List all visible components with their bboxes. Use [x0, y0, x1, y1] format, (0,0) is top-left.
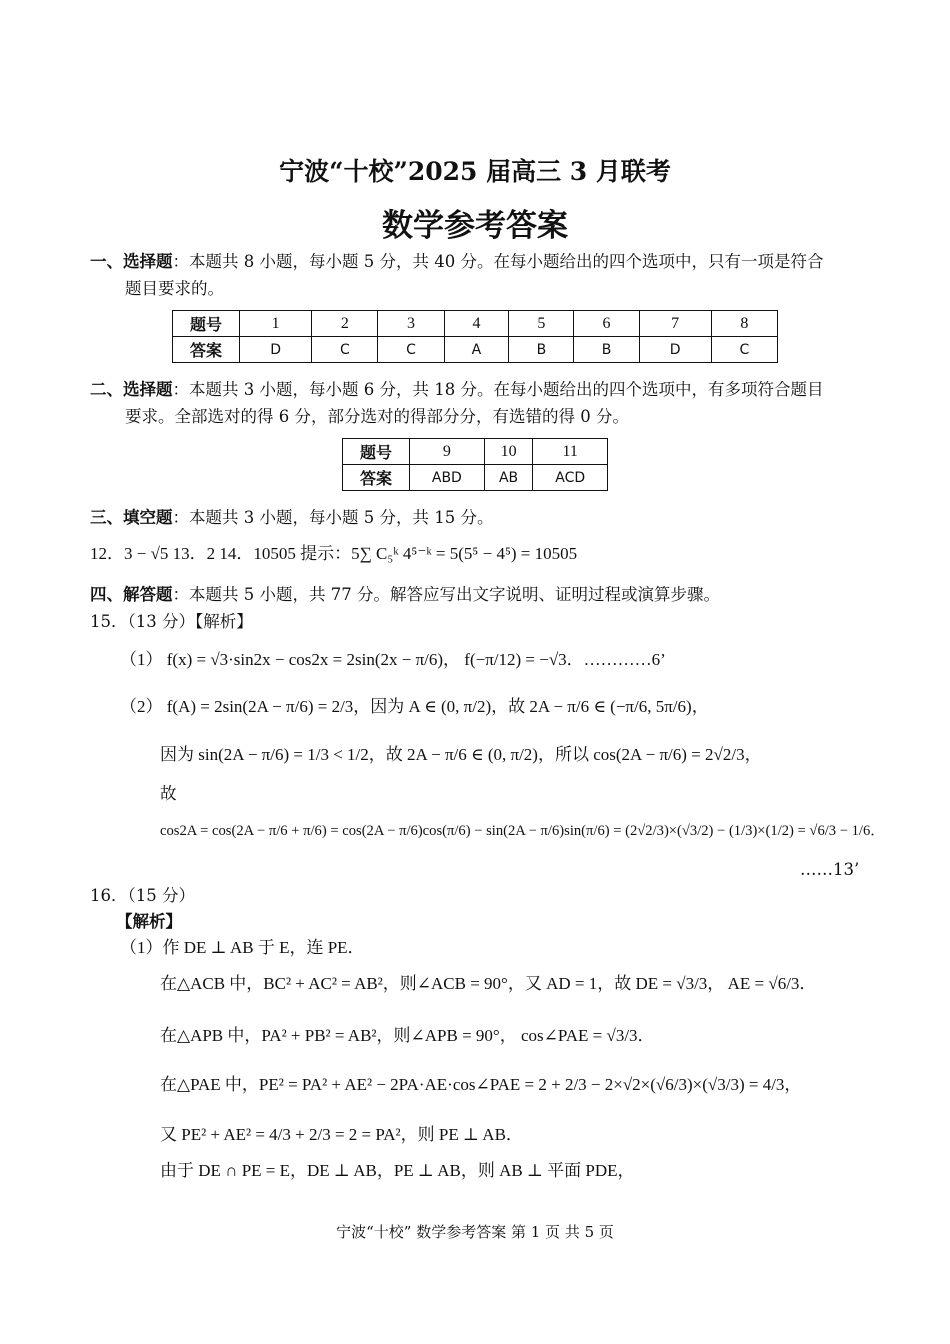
section2-text: ：本题共 3 小题，每小题 6 分，共 18 分。在每小题给出的四个选项中，有多项符合题目: [172, 380, 824, 399]
q16-line2: 在△ACB 中，BC² + AC² = AB²，则∠ACB = 90°，又 AD = 1，故 DE = √3/3， AE = √6/3．: [160, 974, 817, 993]
table-cell: ACD: [533, 465, 608, 491]
table-cell: C: [711, 337, 777, 363]
page-footer: 宁波“十校” 数学参考答案 第 1 页 共 5 页: [336, 1223, 614, 1241]
table-cell: 2: [312, 311, 378, 337]
q15-heading: 15．（13 分）【解析】: [90, 612, 253, 631]
section1-answer-table: [172, 310, 778, 363]
table-cell: A: [444, 337, 509, 363]
section1-text: ：本题共 8 小题，每小题 5 分，共 40 分。在每小题给出的四个选项中，只有一项是符合: [172, 252, 824, 271]
section1-line2: 题目要求的。: [125, 279, 224, 298]
table-cell: 3: [378, 311, 444, 337]
table-cell: 6: [574, 311, 639, 337]
section2-line2: 要求。全部选对的得 6 分，部分选对的得部分分，有选错的得 0 分。: [125, 407, 629, 426]
table-answer-label: 答案: [173, 337, 240, 363]
table-cell: 4: [444, 311, 509, 337]
section1-label: 一、选择题: [90, 252, 173, 271]
table-cell: D: [240, 337, 312, 363]
table-cell: B: [574, 337, 639, 363]
section4-text: ：本题共 5 小题，共 77 分。解答应写出文字说明、证明过程或演算步骤。: [172, 585, 720, 604]
q16-analysis-label: 【解析】: [116, 912, 182, 931]
q15-line3: 因为 sin(2A − π/6) = 1/3 < 1/2，故 2A − π/6 ∈ (0, π/2)，所以 cos(2A − π/6) = 2√2/3，: [160, 745, 762, 764]
section3-answers: 12．3 − √5 13．2 14．10505 提示：5∑ C₅ᵏ 4⁵⁻ᵏ = 5(5⁵ − 4⁵) = 10505: [90, 544, 578, 563]
table-cell: 9: [410, 439, 485, 465]
q16-heading: 16．（15 分）: [90, 886, 195, 905]
table-cell: 11: [533, 439, 608, 465]
table-header-label: 题号: [173, 311, 240, 337]
section4-label: 四、解答题: [90, 585, 173, 604]
section3-label: 三、填空题: [90, 508, 173, 527]
q16-line3: 在△APB 中，PA² + PB² = AB²，则∠APB = 90°， cos∠PAE = √3/3．: [160, 1026, 655, 1045]
section2-answer-table: [342, 438, 608, 491]
section1-line1: [90, 248, 823, 275]
q15-part2: （2） f(A) = 2sin(2A − π/6) = 2/3，因为 A ∈ (0, π/2)，故 2A − π/6 ∈ (−π/6, 5π/6)，: [120, 697, 709, 716]
q16-line6: 由于 DE ∩ PE = E，DE ⊥ AB，PE ⊥ AB，则 AB ⊥ 平面 PDE，: [160, 1161, 635, 1180]
table-cell: C: [312, 337, 378, 363]
section4-line1: [90, 581, 720, 608]
q15-line5: cos2A = cos(2A − π/6 + π/6) = cos(2A − π/6)cos(π/6) − sin(2A − π/6)sin(π/6) = (2√2/3)×(√3/2) − (1/3)×(1/2) = √6/3 − 1/6．: [160, 823, 885, 839]
table-cell: 10: [484, 439, 533, 465]
page-title: 宁波“十校”2025 届高三 3 月联考: [279, 157, 671, 186]
table-row: [173, 337, 778, 363]
q15-score: ……13’: [800, 860, 860, 879]
table-cell: 8: [711, 311, 777, 337]
table-cell: 7: [639, 311, 711, 337]
section3-line1: [90, 504, 493, 531]
table-answer-label: 答案: [343, 465, 410, 491]
table-cell: C: [378, 337, 444, 363]
page-subtitle: 数学参考答案: [382, 208, 568, 244]
table-cell: AB: [484, 465, 533, 491]
table-cell: 5: [509, 311, 574, 337]
table-header-label: 题号: [343, 439, 410, 465]
table-row: [343, 439, 608, 465]
section2-label: 二、选择题: [90, 380, 173, 399]
q16-line4: 在△PAE 中，PE² = PA² + AE² − 2PA·AE·cos∠PAE = 2 + 2/3 − 2×√2×(√6/3)×(√3/3) = 4/3，: [160, 1075, 802, 1094]
q15-line4: 故: [160, 784, 177, 803]
q16-line5: 又 PE² + AE² = 4/3 + 2/3 = 2 = PA²，则 PE ⊥ AB．: [160, 1125, 523, 1144]
table-cell: B: [509, 337, 574, 363]
table-cell: D: [639, 337, 711, 363]
table-cell: ABD: [410, 465, 485, 491]
table-row: [173, 311, 778, 337]
table-row: [343, 465, 608, 491]
q16-line1: （1）作 DE ⊥ AB 于 E，连 PE．: [120, 938, 365, 957]
table-cell: 1: [240, 311, 312, 337]
section2-line1: [90, 376, 823, 403]
section3-text: ：本题共 3 小题，每小题 5 分，共 15 分。: [172, 508, 494, 527]
q15-part1: （1） f(x) = √3·sin2x − cos2x = 2sin(2x − π/6)， f(−π/12) = −√3．…………6’: [120, 650, 666, 669]
